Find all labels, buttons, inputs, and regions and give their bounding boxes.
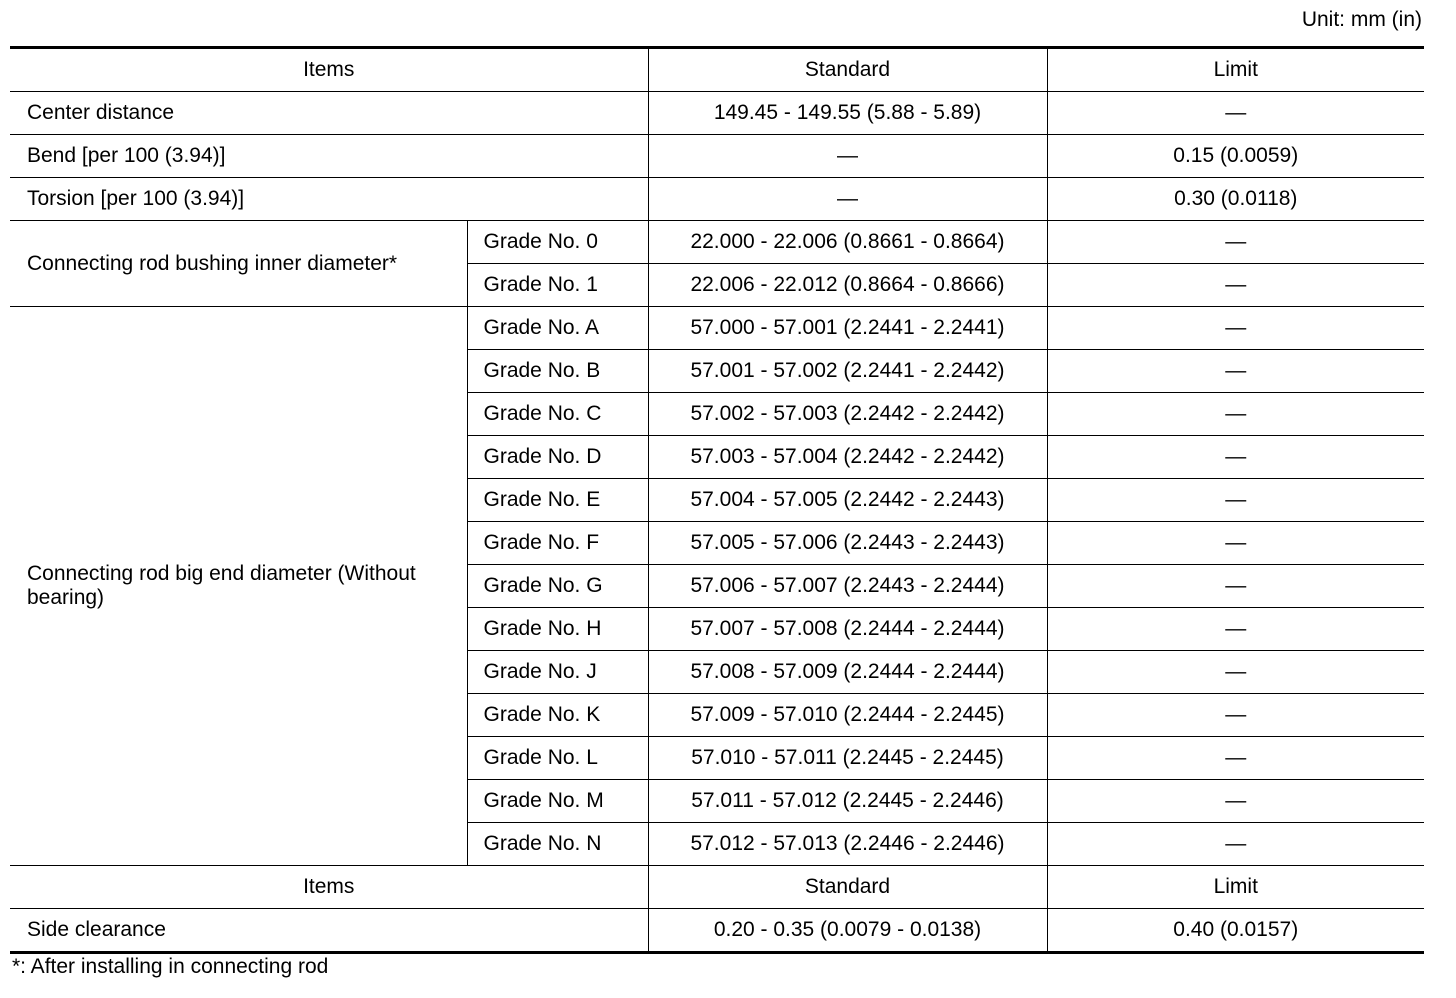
standard-cell: 57.009 - 57.010 (2.2444 - 2.2445): [648, 694, 1047, 737]
limit-cell: —: [1047, 350, 1424, 393]
grade-cell: Grade No. 1: [467, 264, 648, 307]
standard-cell: —: [648, 178, 1047, 221]
limit-cell: —: [1047, 780, 1424, 823]
limit-cell: —: [1047, 307, 1424, 350]
table-row: [10, 909, 1424, 953]
standard-cell: 0.20 - 0.35 (0.0079 - 0.0138): [648, 909, 1047, 953]
standard-cell: 57.011 - 57.012 (2.2445 - 2.2446): [648, 780, 1047, 823]
standard-cell: 57.004 - 57.005 (2.2442 - 2.2443): [648, 479, 1047, 522]
standard-cell: 57.005 - 57.006 (2.2443 - 2.2443): [648, 522, 1047, 565]
limit-cell: —: [1047, 608, 1424, 651]
standard-cell: 57.007 - 57.008 (2.2444 - 2.2444): [648, 608, 1047, 651]
grade-cell: Grade No. G: [467, 565, 648, 608]
header-standard: Standard: [648, 48, 1047, 92]
item-cell: Side clearance: [10, 909, 648, 953]
grade-cell: Grade No. E: [467, 479, 648, 522]
header-limit: Limit: [1047, 48, 1424, 92]
standard-cell: 57.008 - 57.009 (2.2444 - 2.2444): [648, 651, 1047, 694]
limit-cell: —: [1047, 393, 1424, 436]
header-items: Items: [10, 48, 648, 92]
grade-cell: Grade No. A: [467, 307, 648, 350]
limit-cell: 0.40 (0.0157): [1047, 909, 1424, 953]
footnote: *: After installing in connecting rod: [12, 955, 329, 978]
grade-cell: Grade No. K: [467, 694, 648, 737]
standard-cell: 57.003 - 57.004 (2.2442 - 2.2442): [648, 436, 1047, 479]
limit-cell: —: [1047, 264, 1424, 307]
item-cell: Bend [per 100 (3.94)]: [10, 135, 648, 178]
limit-cell: —: [1047, 651, 1424, 694]
standard-cell: 149.45 - 149.55 (5.88 - 5.89): [648, 92, 1047, 135]
grade-cell: Grade No. L: [467, 737, 648, 780]
limit-cell: 0.15 (0.0059): [1047, 135, 1424, 178]
table-row: [10, 221, 1424, 264]
grade-cell: Grade No. 0: [467, 221, 648, 264]
connecting-rod-spec-table: [10, 46, 1424, 954]
item-cell: Connecting rod big end diameter (Without bearing): [10, 307, 467, 866]
limit-cell: —: [1047, 479, 1424, 522]
standard-cell: 57.000 - 57.001 (2.2441 - 2.2441): [648, 307, 1047, 350]
header-limit: Limit: [1047, 866, 1424, 909]
limit-cell: —: [1047, 565, 1424, 608]
standard-cell: 57.012 - 57.013 (2.2446 - 2.2446): [648, 823, 1047, 866]
standard-cell: 57.001 - 57.002 (2.2441 - 2.2442): [648, 350, 1047, 393]
header-row-2: [10, 866, 1424, 909]
unit-label: Unit: mm (in): [1301, 8, 1422, 31]
standard-cell: 57.006 - 57.007 (2.2443 - 2.2444): [648, 565, 1047, 608]
limit-cell: —: [1047, 221, 1424, 264]
grade-cell: Grade No. M: [467, 780, 648, 823]
header-row: [10, 48, 1424, 92]
item-cell: Torsion [per 100 (3.94)]: [10, 178, 648, 221]
table-row: [10, 92, 1424, 135]
standard-cell: 22.000 - 22.006 (0.8661 - 0.8664): [648, 221, 1047, 264]
grade-cell: Grade No. B: [467, 350, 648, 393]
grade-cell: Grade No. C: [467, 393, 648, 436]
table-row: [10, 178, 1424, 221]
table-row: [10, 307, 1424, 350]
grade-cell: Grade No. H: [467, 608, 648, 651]
header-items: Items: [10, 866, 648, 909]
grade-cell: Grade No. D: [467, 436, 648, 479]
table-row: [10, 135, 1424, 178]
item-cell: Center distance: [10, 92, 648, 135]
standard-cell: 22.006 - 22.012 (0.8664 - 0.8666): [648, 264, 1047, 307]
grade-cell: Grade No. J: [467, 651, 648, 694]
limit-cell: —: [1047, 737, 1424, 780]
grade-cell: Grade No. F: [467, 522, 648, 565]
limit-cell: —: [1047, 92, 1424, 135]
standard-cell: —: [648, 135, 1047, 178]
limit-cell: —: [1047, 823, 1424, 866]
standard-cell: 57.002 - 57.003 (2.2442 - 2.2442): [648, 393, 1047, 436]
limit-cell: —: [1047, 522, 1424, 565]
grade-cell: Grade No. N: [467, 823, 648, 866]
standard-cell: 57.010 - 57.011 (2.2445 - 2.2445): [648, 737, 1047, 780]
item-cell: Connecting rod bushing inner diameter*: [10, 221, 467, 307]
limit-cell: —: [1047, 694, 1424, 737]
header-standard: Standard: [648, 866, 1047, 909]
limit-cell: —: [1047, 436, 1424, 479]
limit-cell: 0.30 (0.0118): [1047, 178, 1424, 221]
